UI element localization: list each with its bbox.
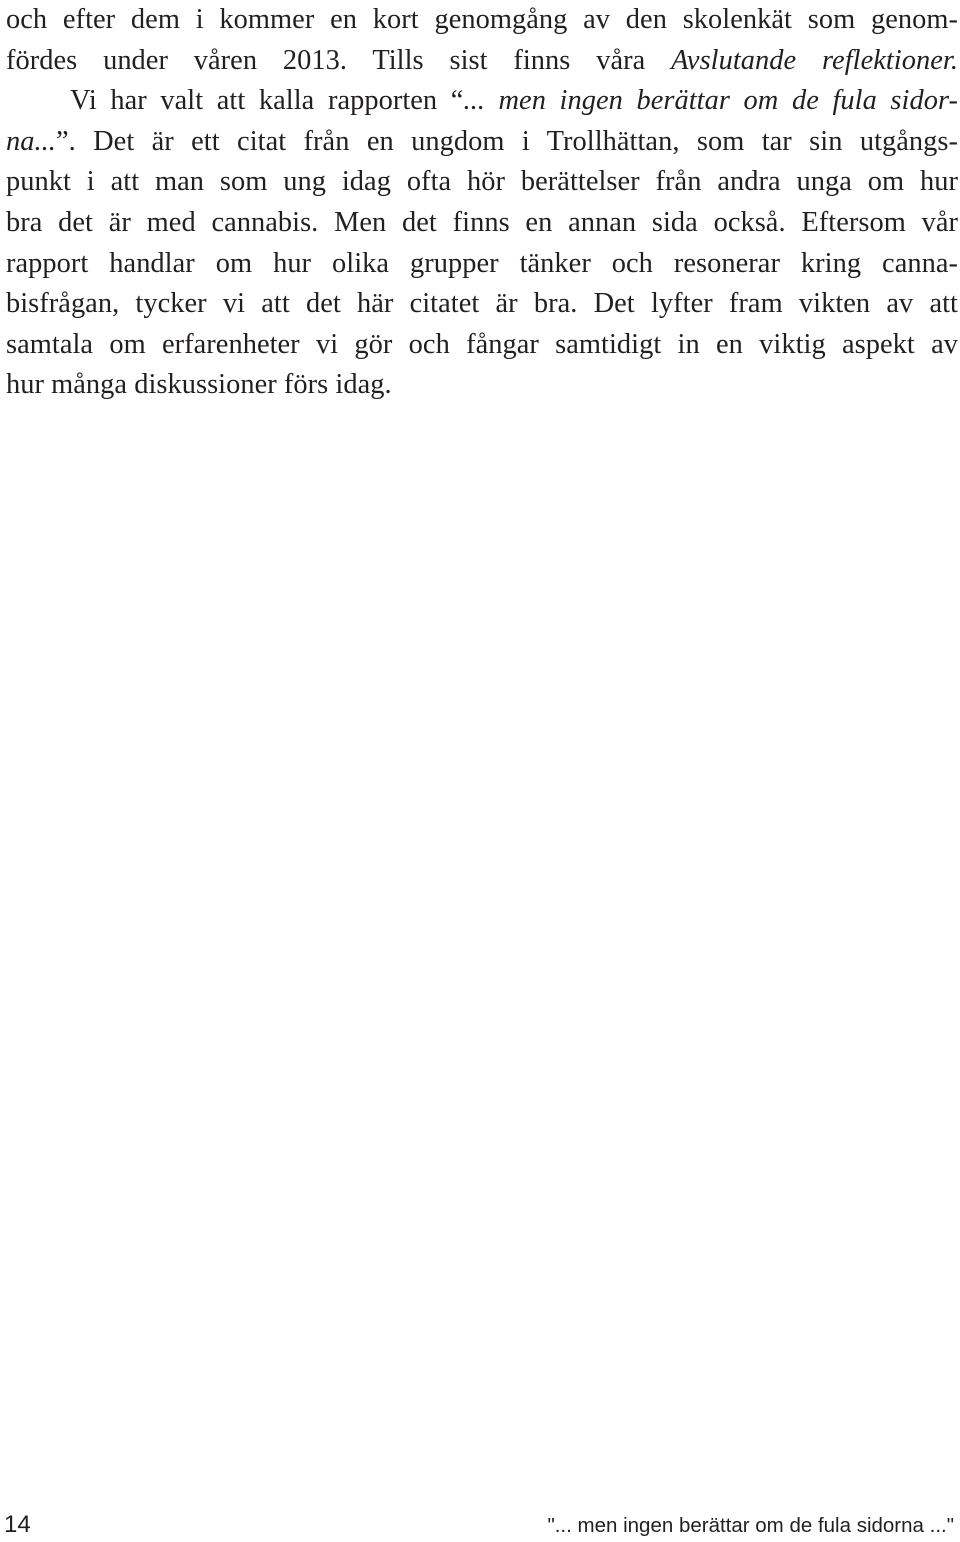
running-footer-title: "... men ingen berättar om de fula sidorna ...": [547, 1514, 954, 1537]
text-run: Vi har valt att kalla rapporten “: [70, 85, 464, 117]
text-line: [6, 122, 958, 163]
text-line: bra det är med cannabis. Men det finns en annan sida också. Eftersom vår: [6, 206, 958, 238]
italic-run: na...: [6, 125, 56, 157]
text-line: punkt i att man som ung idag ofta hör berättelser från andra unga om hur: [6, 166, 958, 198]
page-number: 14: [4, 1511, 31, 1538]
text-line: hur många diskussioner förs idag.: [6, 369, 392, 401]
text-line: samtala om erfarenheter vi gör och fångar samtidigt in en viktig aspekt av: [6, 328, 958, 360]
text-line: [6, 81, 958, 122]
text-line: [6, 41, 958, 82]
italic-run: Avslutande reflektioner.: [671, 44, 958, 76]
text-run: fördes under våren 2013. Tills sist finns våra: [6, 44, 672, 76]
italic-run: ... men ingen berättar om de fula sidor-: [463, 85, 958, 117]
text-run: ”. Det är ett citat från en ungdom i Trollhättan, som tar sin utgångs-: [55, 125, 958, 157]
text-line: rapport handlar om hur olika grupper tänker och resonerar kring canna-: [6, 247, 958, 279]
text-line: och efter dem i kommer en kort genomgång av den skolenkät som genom-: [6, 4, 958, 35]
body-paragraphs: [6, 0, 958, 406]
text-line: bisfrågan, tycker vi att det här citatet är bra. Det lyfter fram vikten av att: [6, 288, 958, 320]
